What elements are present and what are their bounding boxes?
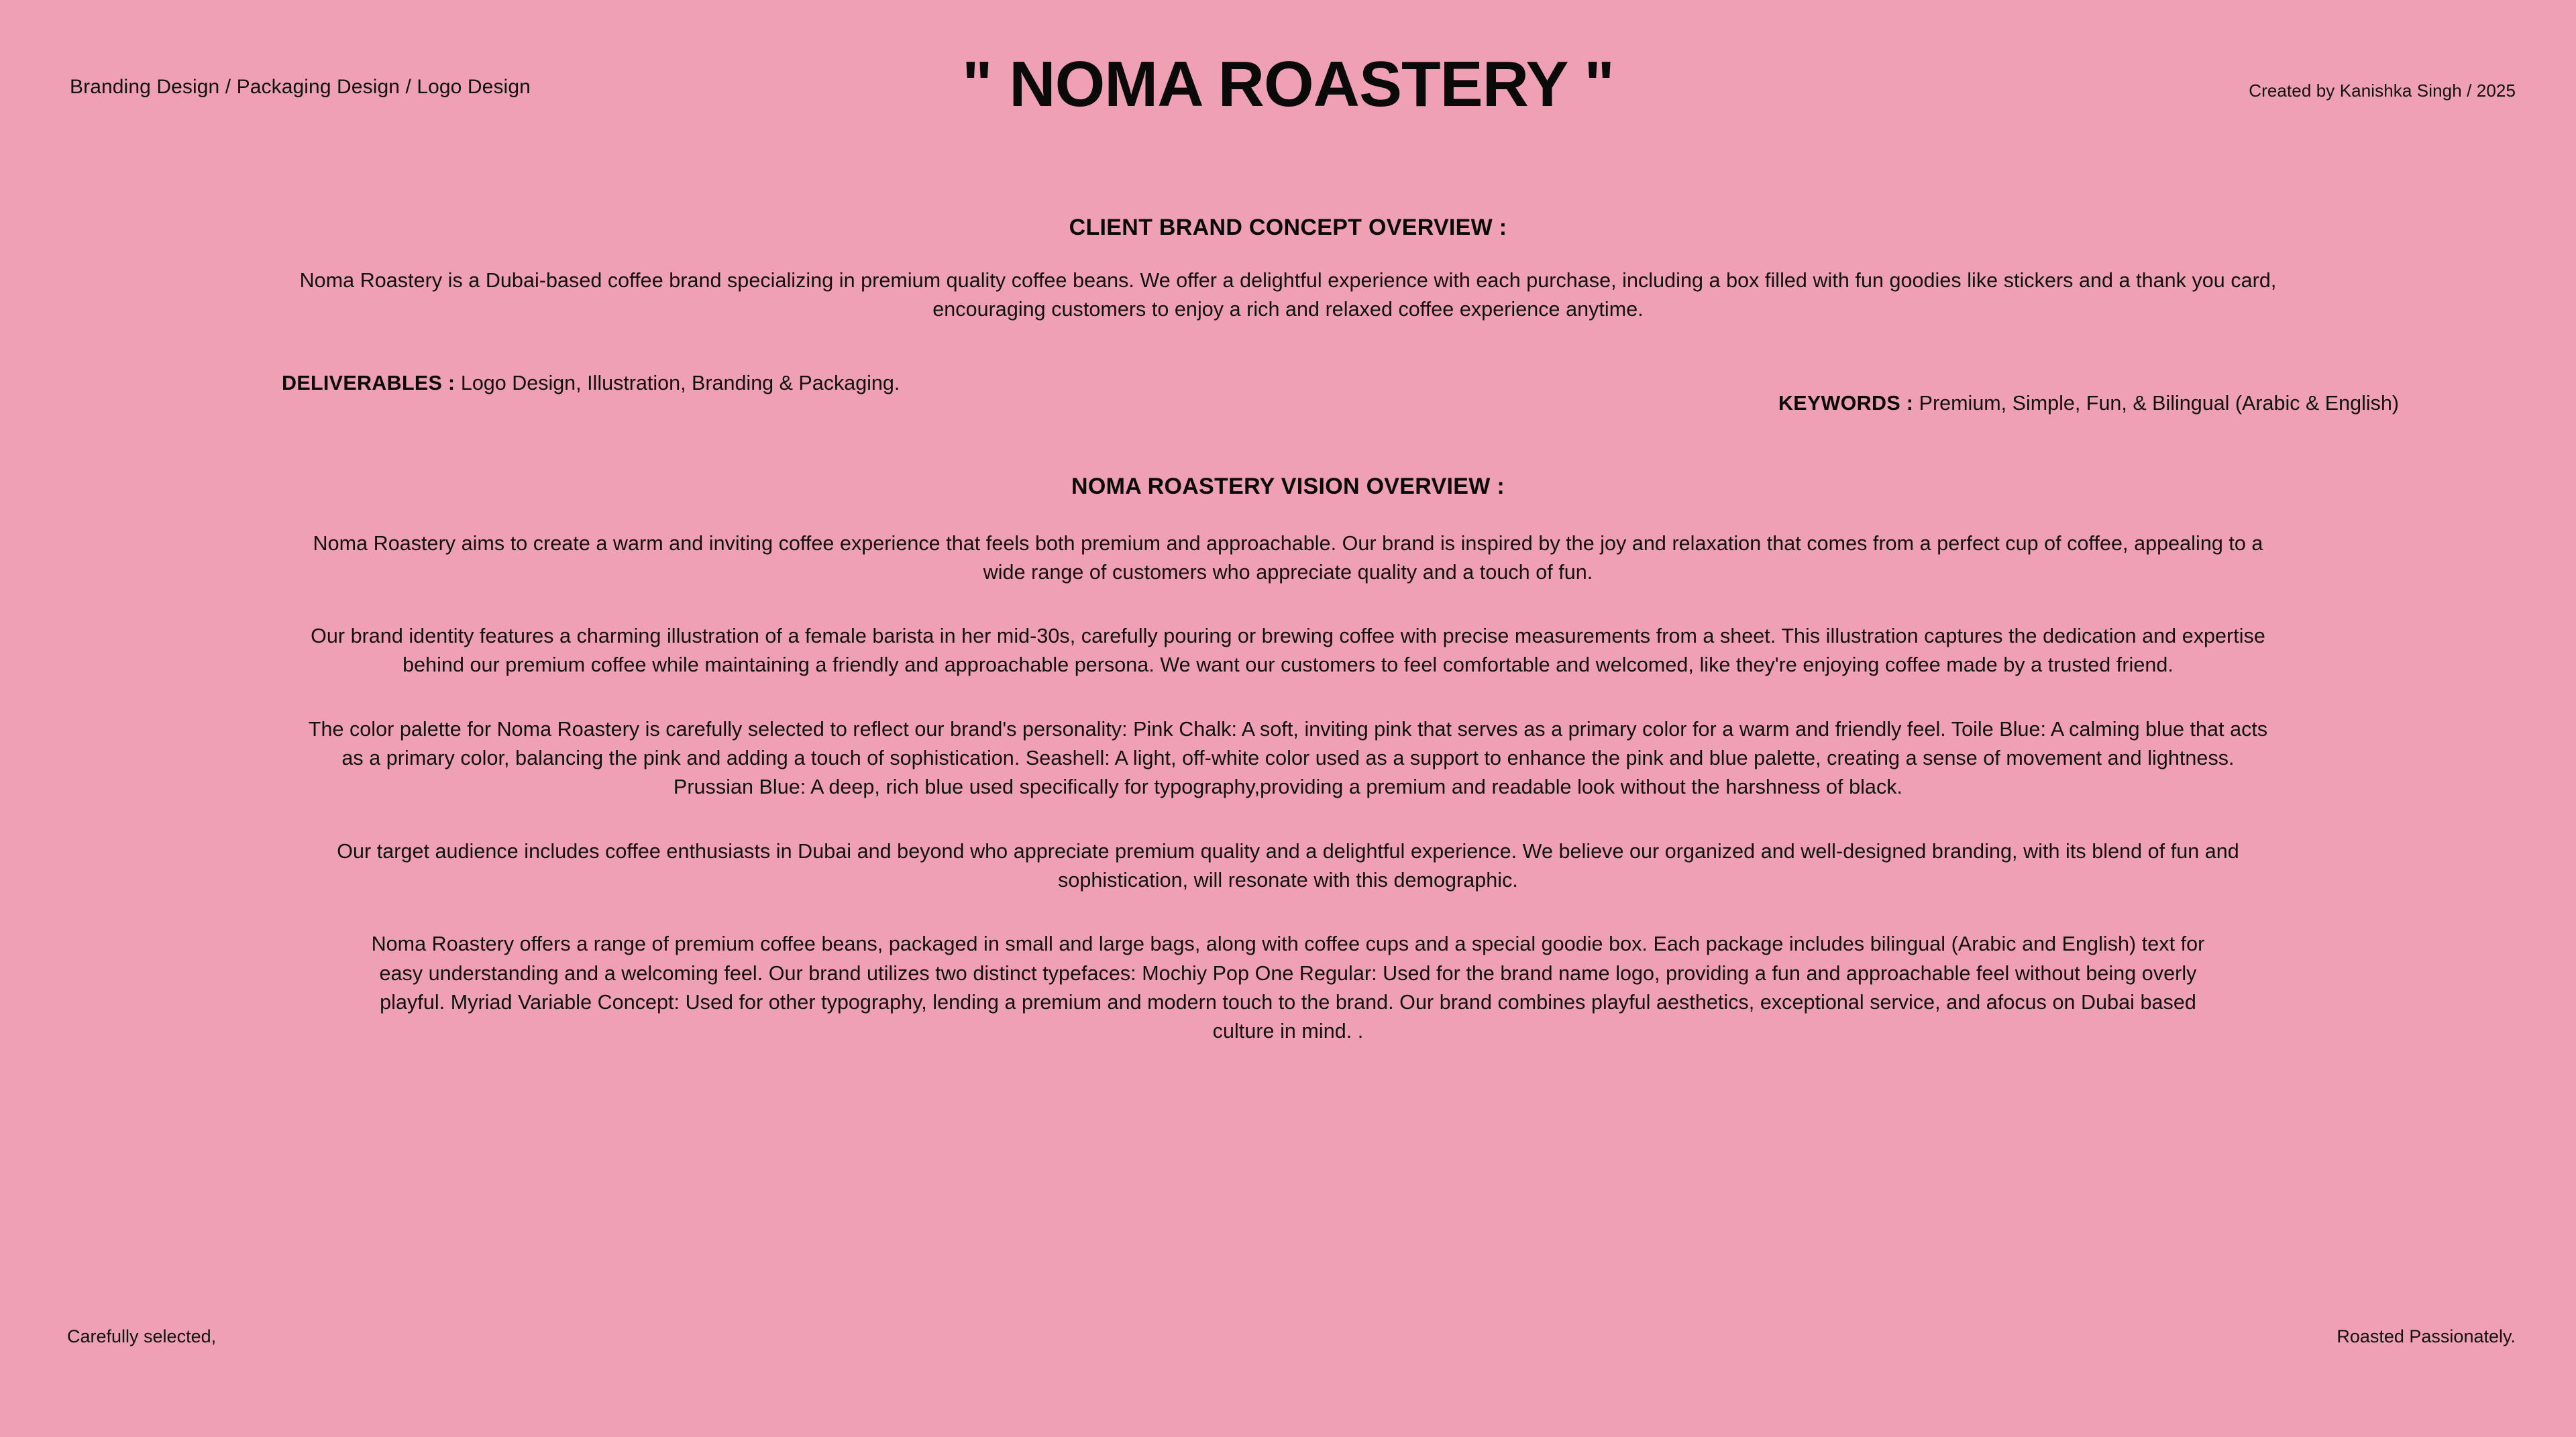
deliverables [282, 372, 900, 395]
deliverables-value: Logo Design, Illustration, Branding & Packaging. [460, 371, 900, 394]
keywords-label: KEYWORDS : [1778, 391, 1914, 415]
meta-row [0, 371, 2576, 415]
vision-paragraph: Our brand identity features a charming illustration of a female barista in her mid-30s, carefully pouring or brewing coffee with precise measurements from a sheet. This illustration captures the dedication and expertise behind our premium coffee while maintaining a friendly and approachable persona. We want our customers to feel comfortable and welcomed, like they're enjoying coffee made by a trusted friend. [311, 625, 2265, 677]
vision-heading: NOMA ROASTERY VISION OVERVIEW : [1071, 473, 1505, 499]
vision-paragraph: Our target audience includes coffee enthusiasts in Dubai and beyond who appreciate premium quality and a delightful experience. We believe our organized and well-designed branding, with its blend of fun and sophistication, will resonate with this demographic. [337, 839, 2239, 892]
document-content [0, 215, 2576, 1046]
credits-right: Created by Kanishka Singh / 2025 [2249, 81, 2516, 101]
vision-paragraph: Noma Roastery offers a range of premium coffee beans, packaged in small and large bags, along with coffee cups and a special goodie box. Each package includes bilingual (Arabic and English) text for easy understanding and a welcoming feel. Our brand utilizes two distinct typefaces: Mochiy Pop One Regular: Used for the brand name logo, providing a fun and approachable feel without being overly playful. Myriad Variable Concept: Used for other typography, lending a premium and modern touch to the brand. Our brand combines playful aesthetics, exceptional service, and afocus on Dubai based culture in mind. . [371, 933, 2205, 1043]
vision-paragraph: Noma Roastery aims to create a warm and inviting coffee experience that feels both premium and approachable. Our brand is inspired by the joy and relaxation that comes from a perfect cup of coffee, appealing to a wide range of customers who appreciate quality and a touch of fun. [313, 531, 2263, 584]
vision-paragraph: The color palette for Noma Roastery is carefully selected to reflect our brand's personality: Pink Chalk: A soft, inviting pink that serves as a primary color for a warm and friendly feel. Toile Blue: A calming blue that acts as a primary color, balancing the pink and adding a touch of sophistication. Seashell: A light, off-white color used as a support to enhance the pink and blue palette, creating a sense of movement and lightness. Prussian Blue: A deep, rich blue used specifically for typography,providing a premium and readable look without the harshness of black. [308, 717, 2268, 799]
keywords-value: Premium, Simple, Fun, & Bilingual (Arabic & English) [1919, 391, 2399, 415]
footer-right: Roasted Passionately. [2337, 1326, 2516, 1346]
footer-left: Carefully selected, [67, 1326, 217, 1346]
deliverables-label: DELIVERABLES : [282, 371, 455, 394]
concept-text: Noma Roastery is a Dubai-based coffee brand specializing in premium quality coffee beans. We offer a delightful experience with each purchase, including a box filled with fun goodies like stickers and a thank you card, encouraging customers to enjoy a rich and relaxed coffee experience anytime. [299, 269, 2277, 321]
keywords [1778, 392, 2399, 415]
brand-title: " NOMA ROASTERY " [962, 48, 1614, 120]
concept-heading: CLIENT BRAND CONCEPT OVERVIEW : [1069, 215, 1507, 240]
credits-left: Branding Design / Packaging Design / Logo Design [70, 76, 531, 98]
